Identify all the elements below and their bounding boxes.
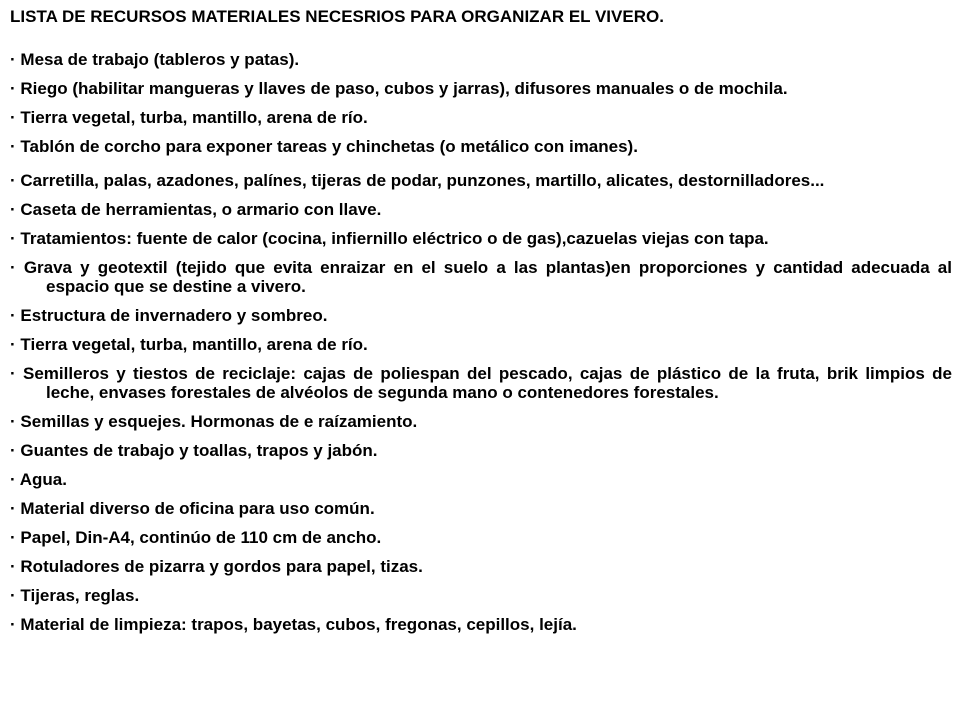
bullet-icon: · — [10, 79, 16, 98]
list-item-text: Grava y geotextil (tejido que evita enraizar en el suelo a las plantas)en proporciones y cantidad adecuada al espacio que se destine a vivero. — [23, 258, 952, 296]
list-item — [10, 615, 952, 634]
list-item — [10, 499, 952, 518]
bullet-icon: · — [10, 499, 16, 518]
list-item-text: Semilleros y tiestos de reciclaje: cajas de poliespan del pescado, cajas de plástico de la fruta, brik limpios de leche, envases forestales de alvéolos de segunda mano o contenedores forestales. — [22, 364, 952, 402]
bullet-icon: · — [10, 441, 16, 460]
bullet-icon: · — [10, 615, 16, 634]
bullet-icon: · — [10, 171, 16, 190]
bullet-icon: · — [10, 229, 16, 248]
slide-content — [10, 6, 952, 644]
list-item — [10, 79, 952, 98]
list-item — [10, 50, 952, 69]
list-item-text: Tratamientos: fuente de calor (cocina, infiernillo eléctrico o de gas),cazuelas viejas con tapa. — [20, 229, 769, 248]
list-item — [10, 470, 952, 489]
bullet-icon: · — [10, 137, 16, 156]
list-item-text: Tablón de corcho para exponer tareas y chinchetas (o metálico con imanes). — [20, 137, 638, 156]
list-item-text: Material diverso de oficina para uso común. — [20, 499, 375, 518]
list-item-text: Caseta de herramientas, o armario con llave. — [20, 200, 382, 219]
list-item — [10, 441, 952, 460]
bullet-icon: · — [10, 335, 16, 354]
list-item-text: Carretilla, palas, azadones, palínes, tijeras de podar, punzones, martillo, alicates, destornilladores... — [20, 171, 825, 190]
bullet-icon: · — [10, 412, 16, 431]
list-item — [10, 364, 952, 402]
list-item-text: Mesa de trabajo (tableros y patas). — [20, 50, 300, 69]
list-item-text: Rotuladores de pizarra y gordos para papel, tizas. — [20, 557, 423, 576]
list-item — [10, 200, 952, 219]
list-item — [10, 137, 952, 156]
list-item-text: Estructura de invernadero y sombreo. — [20, 306, 328, 325]
bullet-icon: · — [10, 557, 16, 576]
list-item — [10, 412, 952, 431]
list-item — [10, 108, 952, 127]
bullet-icon: · — [10, 108, 16, 127]
list-item — [10, 335, 952, 354]
bullet-icon: · — [10, 364, 16, 383]
list-item-text: Tierra vegetal, turba, mantillo, arena de río. — [20, 335, 368, 354]
bullet-icon: · — [10, 528, 16, 547]
list-item — [10, 528, 952, 547]
bullet-icon: · — [10, 470, 16, 489]
bullet-icon: · — [10, 200, 16, 219]
list-item — [10, 557, 952, 576]
bullet-icon: · — [10, 258, 16, 277]
list-item-text: Semillas y esquejes. Hormonas de e raízamiento. — [20, 412, 418, 431]
resource-list — [10, 50, 952, 634]
bullet-icon: · — [10, 50, 16, 69]
list-item — [10, 229, 952, 248]
list-item-text: Papel, Din-A4, continúo de 110 cm de ancho. — [20, 528, 382, 547]
bullet-icon: · — [10, 586, 16, 605]
list-item — [10, 258, 952, 296]
list-item-text: Tijeras, reglas. — [20, 586, 140, 605]
list-item-text: Tierra vegetal, turba, mantillo, arena de río. — [20, 108, 368, 127]
list-item-text: Riego (habilitar mangueras y llaves de paso, cubos y jarras), difusores manuales o de mochila. — [20, 79, 788, 98]
list-item-text: Agua. — [19, 470, 67, 489]
list-item — [10, 306, 952, 325]
list-item — [10, 586, 952, 605]
list-item-text: Guantes de trabajo y toallas, trapos y jabón. — [20, 441, 378, 460]
list-item-text: Material de limpieza: trapos, bayetas, cubos, fregonas, cepillos, lejía. — [20, 615, 577, 634]
page-title: LISTA DE RECURSOS MATERIALES NECESRIOS PARA ORGANIZAR EL VIVERO. — [10, 7, 664, 26]
list-item — [10, 166, 952, 196]
bullet-icon: · — [10, 306, 16, 325]
